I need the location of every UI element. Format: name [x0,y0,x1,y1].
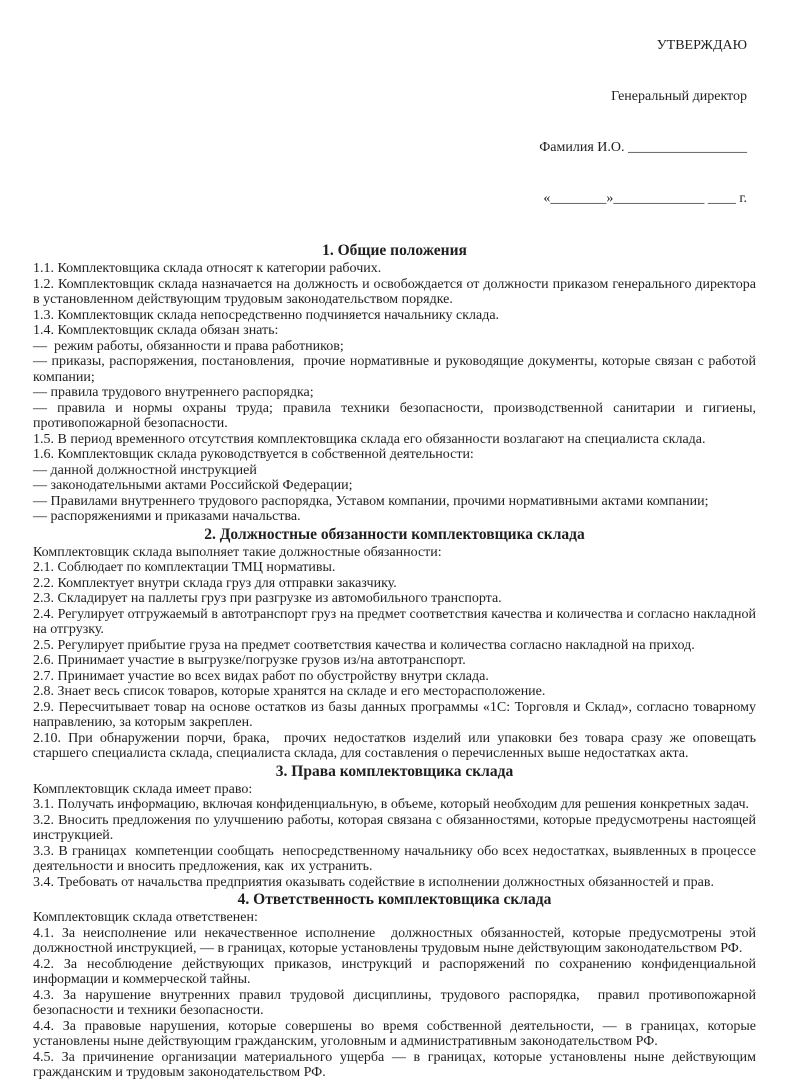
paragraph: 1.4. Комплектовщик склада обязан знать: [33,323,279,338]
paragraph: — данной должностной инструкцией [33,462,257,478]
approval-date-line: «________»_____________ ____ г. [543,191,747,206]
paragraph: — приказы, распоряжения, постановления, прочие нормативные и руководящие документы, которые связан с работой компании; [33,354,760,385]
paragraph: 2.5. Регулирует прибытие груза на предмет соответствия качества и количества согласно накладной на приход. [33,637,695,653]
document-body [33,242,760,1081]
paragraph: 2.4. Регулирует отгружаемый в автотранспорт груз на предмет соответствия качества и количества и согласно накладной на отгрузку. [33,606,760,637]
paragraph: 2.8. Знает весь список товаров, которые хранятся на складе и его месторасположение. [33,684,546,699]
paragraph: Комплектовщик склада имеет право: [33,781,253,797]
section-title-2: 2. Должностные обязанности комплектовщика склада [204,525,585,543]
section-title-4: 4. Ответственность комплектовщика склада [237,891,552,908]
paragraph: — Правилами внутреннего трудового распорядка, Уставом компании, прочими нормативными актами компании; [33,493,709,509]
approval-block [33,3,756,241]
paragraph: 4.5. За причинение организации материального ущерба — в границах, которые установлены ныне действующим гражданским и трудовым законодательством РФ. [33,1049,760,1080]
paragraph: 4.2. За несоблюдение действующих приказов, инструкций и распоряжений по сохранению конфиденциальной информации и коммерческой тайны. [33,956,760,987]
paragraph: 2.6. Принимает участие в выгрузке/погрузке грузов из/на автотранспорт. [33,653,466,668]
section-title-3: 3. Права комплектовщика склада [275,762,514,780]
paragraph: 4.3. За нарушение внутренних правил трудовой дисциплины, трудового распорядка, правил противопожарной безопасности и техники безопасности. [33,987,760,1018]
approval-position-label: Генеральный директор [611,89,747,104]
paragraph: 3.1. Получать информацию, включая конфиденциальную, в объеме, который необходим для решения конкретных задач. [33,797,750,812]
paragraph: — режим работы, обязанности и права работников; [33,338,344,354]
approval-stamp-label: УТВЕРЖДАЮ [656,38,747,53]
paragraph: 1.6. Комплектовщик склада руководствуется в собственной деятельности: [33,447,474,462]
paragraph: 2.2. Комплектует внутри склада груз для отправки заказчику. [33,575,397,591]
paragraph: 2.9. Пересчитывает товар на основе остатков из базы данных программы «1С: Торговля и Склад», согласно товарному направлению, за которым закреплен. [33,699,760,730]
paragraph: 2.7. Принимает участие во всех видах работ по обустройству внутри склада. [33,668,489,684]
paragraph: 2.3. Складирует на паллеты груз при разгрузке из автомобильного транспорта. [33,591,502,606]
paragraph: 3.3. В границах компетенции сообщать непосредственному начальнику обо всех недостатках, выявленных в процессе деятельности и вносить предложения, как их устранить. [33,843,760,874]
paragraph: 2.10. При обнаружении порчи, брака, прочих недостатков изделий или упаковки без товара сразу же оповещать старшего специалиста склада, специалиста склада, для составления о перечисленных выше недостатках акта. [33,730,760,761]
paragraph: — правила и нормы охраны труда; правила техники безопасности, производственной санитарии и гигиены, противопожарной безопасности. [33,400,760,431]
paragraph: 4.4. За правовые нарушения, которые совершены во время собственной деятельности, — в границах, которые установлены ныне действующим гражданским, уголовным и административным законодательством РФ. [33,1018,760,1049]
paragraph: 3.2. Вносить предложения по улучшению работы, которая связана с обязанностями, которые предусмотрены настоящей инструкцией. [33,812,760,843]
paragraph: 1.2. Комплектовщик склада назначается на должность и освобождается от должности приказом генерального директора в установленном действующим трудовым законодательством порядке. [33,276,760,307]
paragraph: 1.1. Комплектовщика склада относят к категории рабочих. [33,261,382,276]
paragraph: Комплектовщик склада выполняет такие должностные обязанности: [33,544,442,560]
paragraph: 3.4. Требовать от начальства предприятия оказывать содействие в исполнении должностных обязанностей и прав. [33,874,714,890]
paragraph: Комплектовщик склада ответственен: [33,910,258,925]
paragraph: 1.5. В период временного отсутствия комплектовщика склада его обязанности возлагают на специалиста склада. [33,431,706,447]
paragraph: — правила трудового внутреннего распорядка; [33,385,314,400]
paragraph: — законодательными актами Российской Федерации; [33,478,353,493]
paragraph: 2.1. Соблюдает по комплектации ТМЦ нормативы. [33,560,336,575]
paragraph: 4.1. За неисполнение или некачественное исполнение должностных обязанностей, которые предусмотрены этой должностной инструкцией, — в границах, которые установлены трудовым ныне действующим законодательством РФ. [33,925,760,956]
approval-name-line: Фамилия И.О. _________________ [539,140,747,155]
paragraph: — распоряжениями и приказами начальства. [33,509,301,524]
section-title-1: 1. Общие положения [322,242,467,259]
paragraph: 1.3. Комплектовщик склада непосредственно подчиняется начальнику склада. [33,307,500,323]
